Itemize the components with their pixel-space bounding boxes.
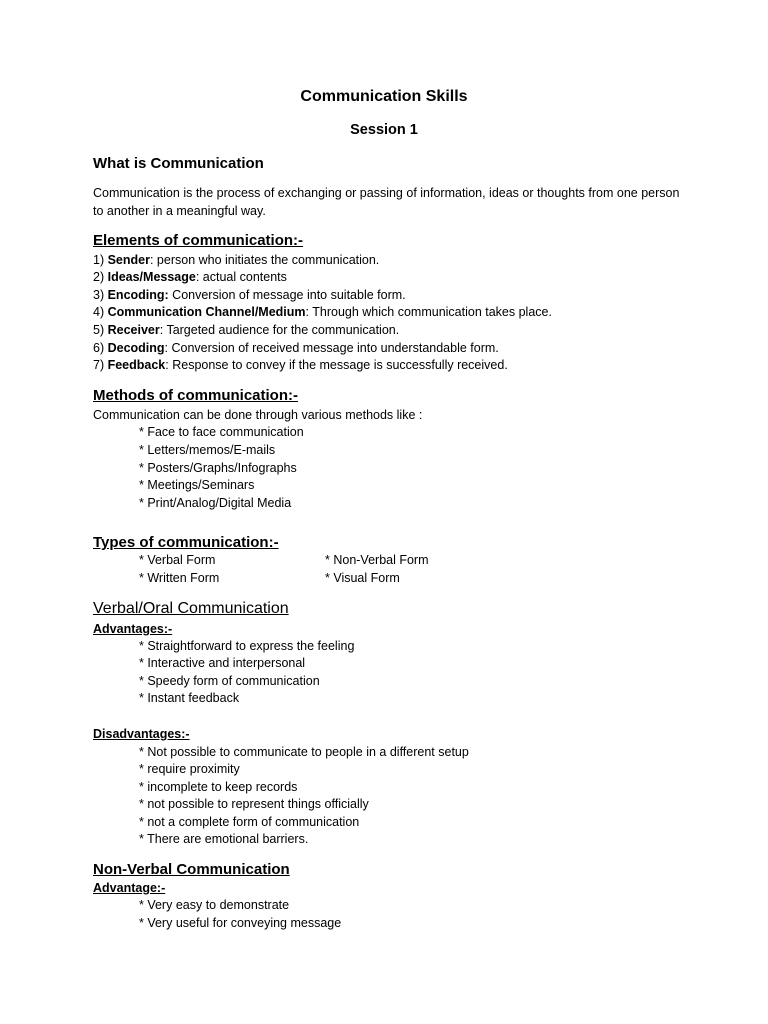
advantage-item: * Interactive and interpersonal: [139, 656, 306, 670]
types-heading: Types of communication:-: [93, 534, 279, 551]
item-term: Ideas/Message: [107, 270, 196, 284]
what-paragraph: Communication is the process of exchanging or passing of information, ideas or thoughts from one person to another in a meaningful way.: [93, 186, 680, 218]
method-item: * Face to face communication: [139, 425, 304, 439]
type-item: * Written Form: [139, 571, 220, 585]
item-term: Sender: [107, 253, 150, 267]
disadvantage-item: * not a complete form of communication: [139, 815, 360, 829]
item-number: 4): [93, 305, 108, 319]
item-term: Receiver: [107, 323, 160, 337]
document-title: Communication Skills: [300, 88, 468, 105]
item-number: 1): [93, 253, 108, 267]
element-item: [93, 323, 399, 337]
method-item: * Print/Analog/Digital Media: [139, 496, 292, 510]
item-desc: : person who initiates the communication.: [149, 253, 380, 267]
element-item: [93, 341, 499, 355]
nonverbal-advantage-label: Advantage:-: [93, 881, 166, 895]
element-item: [93, 270, 287, 284]
verbal-disadvantages-label: Disadvantages:-: [93, 727, 190, 741]
item-number: 6): [93, 341, 108, 355]
type-item: * Non-Verbal Form: [325, 553, 429, 567]
method-item: * Meetings/Seminars: [139, 478, 255, 492]
item-term: Encoding:: [107, 288, 169, 302]
advantage-item: * Speedy form of communication: [139, 674, 320, 688]
item-desc: : Conversion of received message into understandable form.: [164, 341, 499, 355]
item-number: 3): [93, 288, 108, 302]
verbal-heading: Verbal/Oral Communication: [93, 600, 289, 617]
element-item: [93, 358, 508, 372]
disadvantage-item: * require proximity: [139, 762, 240, 776]
element-item: [93, 288, 406, 302]
item-term: Feedback: [107, 358, 166, 372]
advantage-item: * Very useful for conveying message: [139, 916, 342, 930]
type-item: * Verbal Form: [139, 553, 216, 567]
verbal-advantages-label: Advantages:-: [93, 622, 173, 636]
disadvantage-item: * incomplete to keep records: [139, 780, 298, 794]
item-desc: : Response to convey if the message is successfully received.: [165, 358, 508, 372]
nonverbal-heading: Non-Verbal Communication: [93, 861, 290, 878]
method-item: * Letters/memos/E-mails: [139, 443, 276, 457]
method-item: * Posters/Graphs/Infographs: [139, 461, 297, 475]
element-item: [93, 305, 552, 319]
advantage-item: * Straightforward to express the feeling: [139, 639, 355, 653]
item-desc: : actual contents: [195, 270, 287, 284]
item-term: Communication Channel/Medium: [107, 305, 306, 319]
item-desc: : Through which communication takes place.: [305, 305, 552, 319]
item-desc: Conversion of message into suitable form.: [168, 288, 406, 302]
disadvantage-item: * There are emotional barriers.: [139, 832, 309, 846]
disadvantage-item: * Not possible to communicate to people in a different setup: [139, 745, 469, 759]
item-number: 5): [93, 323, 108, 337]
advantage-item: * Very easy to demonstrate: [139, 898, 290, 912]
methods-heading: Methods of communication:-: [93, 387, 298, 404]
item-desc: : Targeted audience for the communication.: [159, 323, 400, 337]
disadvantage-item: * not possible to represent things officially: [139, 797, 369, 811]
advantage-item: * Instant feedback: [139, 691, 240, 705]
item-number: 7): [93, 358, 108, 372]
element-item: [93, 253, 379, 267]
item-term: Decoding: [107, 341, 165, 355]
item-number: 2): [93, 270, 108, 284]
type-item: * Visual Form: [325, 571, 400, 585]
session-label: Session 1: [350, 122, 418, 138]
methods-intro: Communication can be done through various methods like :: [93, 408, 423, 422]
elements-heading: Elements of communication:-: [93, 232, 304, 249]
what-heading: What is Communication: [93, 155, 264, 172]
